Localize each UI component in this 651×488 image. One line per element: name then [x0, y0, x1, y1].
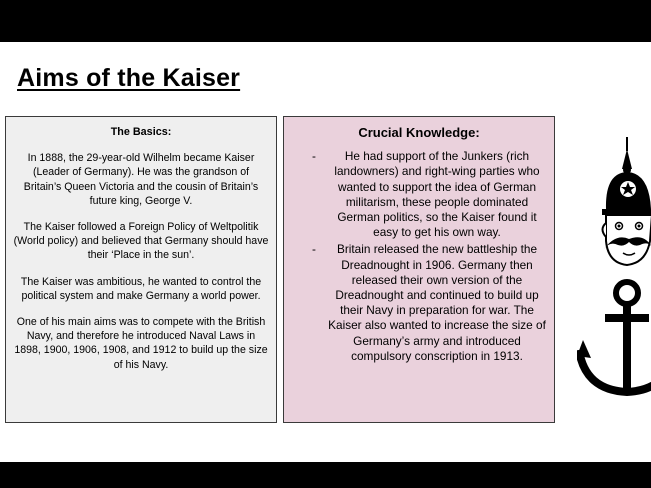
crucial-item-text: He had support of the Junkers (rich landowners) and right-wing parties who wanted to support the idea of German militarism, these people dominated German politics, so the Kaiser found it easy to get his own way.: [334, 149, 540, 240]
page-title: Aims of the Kaiser: [17, 64, 241, 92]
basics-paragraph: The Kaiser was ambitious, he wanted to control the political system and make Germany a world power.: [20, 275, 262, 302]
bullet-dash: -: [312, 242, 316, 257]
crucial-list-item: [292, 242, 546, 364]
basics-paragraph: The Kaiser followed a Foreign Policy of Weltpolitik (World policy) and believed that Germany should have their ‘Place in the sun’.: [13, 221, 269, 262]
crucial-heading: Crucial Knowledge:: [358, 125, 480, 140]
crucial-knowledge-box: [283, 116, 555, 423]
slide: [0, 42, 651, 462]
basics-box: [5, 116, 277, 423]
basics-paragraph: One of his main aims was to compete with the British Navy, and therefore he introduced Naval Laws in 1898, 1900, 1906, 1908, and 1912 to build up the size of his Navy.: [14, 316, 268, 371]
anchor-icon: [577, 278, 651, 396]
crucial-list: [292, 149, 546, 364]
kaiser-helmet-icon: [596, 137, 651, 272]
basics-paragraph: In 1888, the 29-year-old Wilhelm became Kaiser (Leader of Germany). He was the grandson of Britain’s Queen Victoria and the cousin of Britain’s future king, George V.: [23, 152, 259, 207]
crucial-item-text: Britain released the new battleship the Dreadnought in 1906. Germany then released their own version of the Dreadnought and continued to build up their Navy in preparation for war. The Kaiser also wanted to increase the size of Germany’s army and introduced compulsory conscription in 1913.: [328, 242, 546, 363]
bullet-dash: -: [312, 149, 316, 164]
crucial-list-item: [292, 149, 546, 240]
basics-heading: The Basics:: [110, 126, 172, 138]
